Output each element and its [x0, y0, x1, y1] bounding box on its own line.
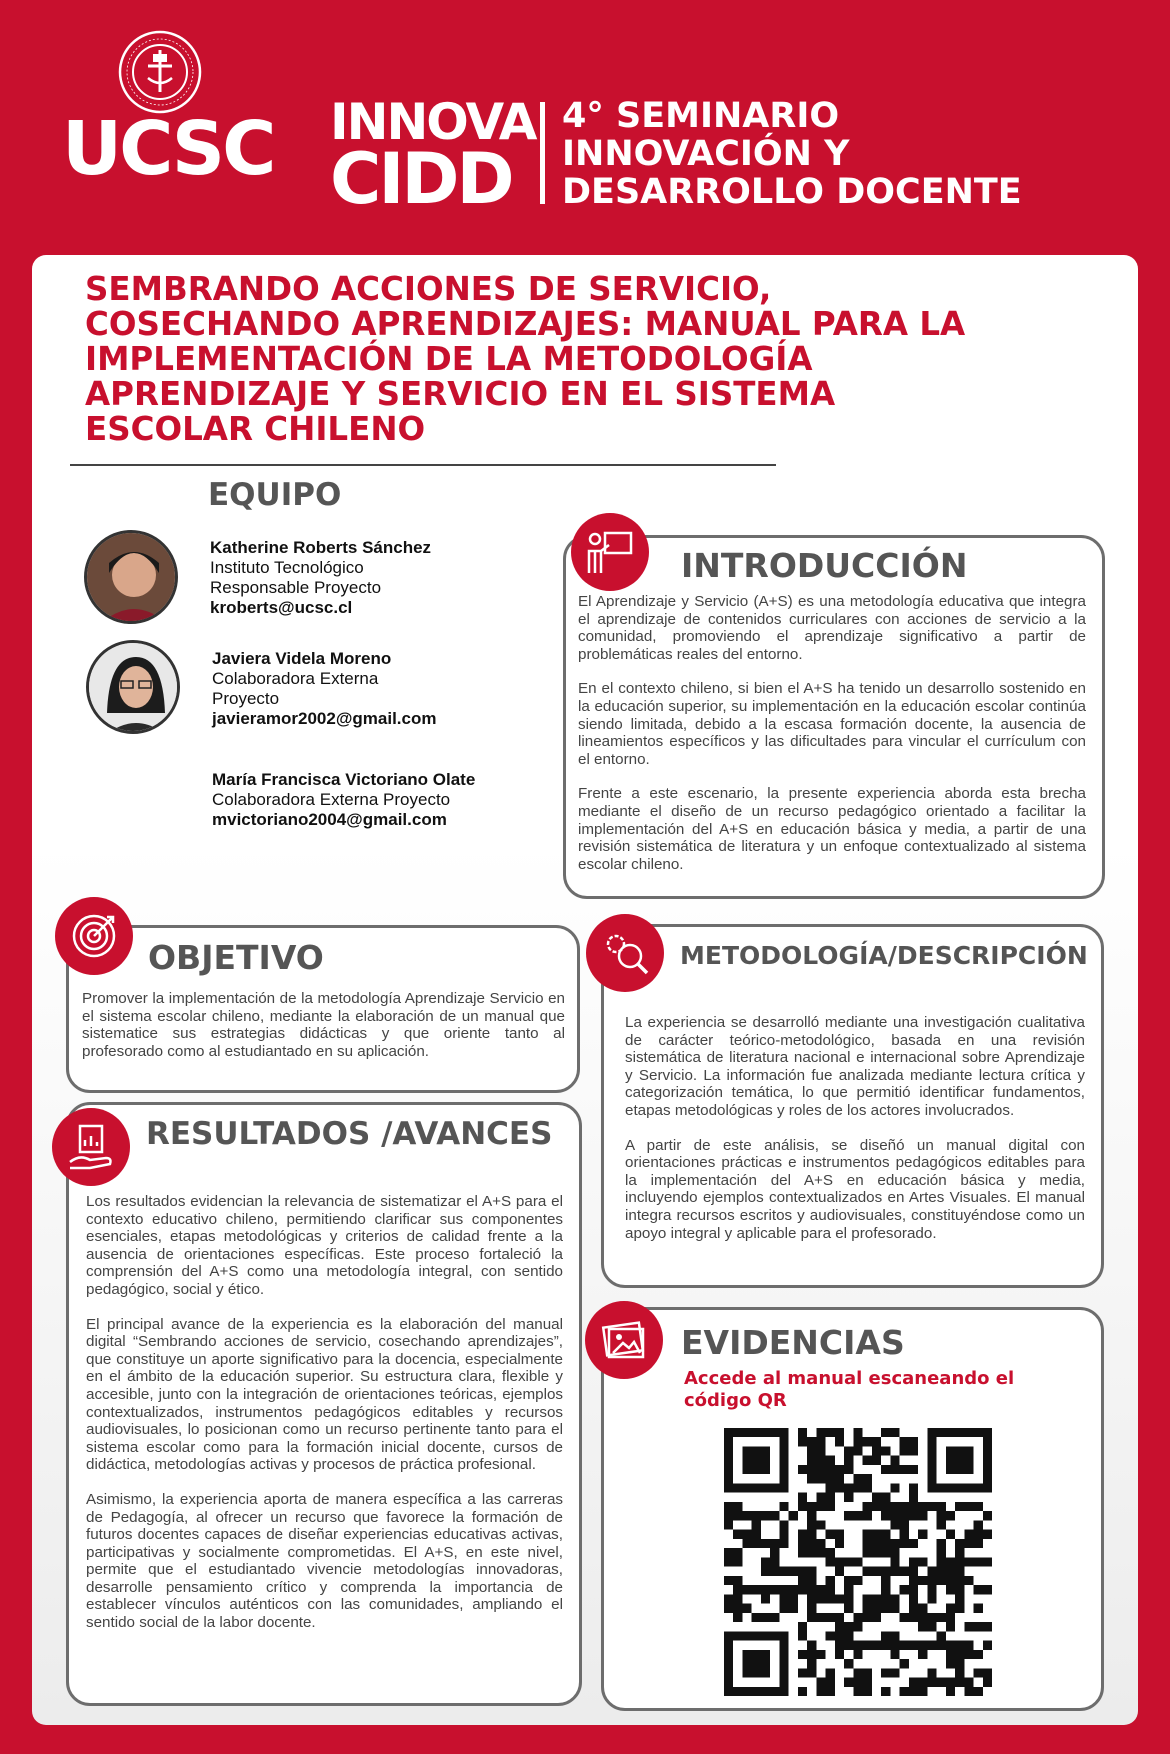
member-affiliation: Instituto Tecnológico	[210, 558, 364, 577]
member-role: Responsable Proyecto	[210, 578, 382, 597]
objective-icon-circle	[55, 897, 133, 975]
intro-paragraph-2: En el contexto chileno, si bien el A+S ha tenido un desarrollo sostenido en la educación superior, su implementación en la educación escolar continúa siendo limitada, debido a la escasa formación docente, la ausencia de lineamientos específicos y las dificultades para vincular el currículum con el entorno.	[578, 680, 1086, 768]
avatar-katherine	[84, 530, 178, 624]
method-paragraph-1: La experiencia se desarrolló mediante una investigación cualitativa de carácter teórico-metodológico, basada en una revisión sistemática de literatura nacional e internacional sobre Aprendizaje y Servicio. La información fue analizada mediante lectura crítica y categorización temática, lo que permitió identificar fundamentos, etapas metodológicas y roles de los actores involucrados.	[625, 1014, 1085, 1119]
evidence-heading: EVIDENCIAS	[681, 1323, 905, 1362]
seminar-line-3: DESARROLLO DOCENTE	[562, 171, 1022, 212]
method-icon-circle	[586, 914, 664, 992]
innova-cidd-logo	[330, 93, 536, 220]
poster-title	[85, 272, 1125, 447]
member-affiliation: Colaboradora Externa Proyecto	[212, 790, 451, 809]
seminar-line-1: 4° SEMINARIO	[562, 96, 840, 136]
photo-gallery-icon	[599, 1315, 649, 1365]
title-line-5: ESCOLAR CHILENO	[85, 410, 426, 449]
university-seal-icon	[118, 30, 202, 114]
results-paragraph-3: Asimismo, la experiencia aporta de manera específica a las carreras de Pedagogía, al ofrecer un recurso que favorece la formación de futuros docentes capaces de diseñar experiencias educativas activas, participativas y socialmente comprometidas. El A+S, en este nivel, permite que el estudiantado vivencie metodologías innovadoras, desarrolle pensamiento crítico y comprenda la importancia de establecer vínculos auténticos con las comunidades, ampliando el sentido social de la labor docente.	[86, 1490, 563, 1632]
member-name: Katherine Roberts Sánchez	[210, 538, 432, 557]
objective-paragraph: Promover la implementación de la metodología Aprendizaje Servicio en el sistema escolar chileno, mediante la elaboración de un manual que sistematice sus estrategias didácticas y que oriente tanto al profesorado como al estudiantado en su aplicación.	[82, 990, 565, 1060]
poster-header	[0, 0, 1170, 255]
teacher-board-icon	[585, 527, 635, 577]
team-heading: EQUIPO	[208, 477, 342, 513]
intro-heading: INTRODUCCIÓN	[681, 546, 968, 585]
method-text	[625, 1014, 1085, 1242]
member-affiliation: Colaboradora Externa	[212, 669, 379, 688]
header-divider	[540, 102, 545, 204]
ucsc-logo: UCSC	[62, 106, 274, 192]
member-email[interactable]: kroberts@ucsc.cl	[210, 598, 353, 617]
innova-text: INNOVA	[330, 93, 536, 151]
results-paragraph-2: El principal avance de la experiencia es la elaboración del manual digital “Sembrando acciones de servicio, cosechando aprendizajes”, que constituye un aporte significativo para la docencia, especialmente en el ámbito de la educación superior. Su estructura clara, flexible y accesible, junto con la integración de orientaciones teóricas, ejemplos contextualizados, instrumentos pedagógicos editables y recursos audiovisuales, lo posicionan como un recurso pertinente tanto para el sistema escolar como para la formación inicial docente, cursos de didáctica, metodologías activas y procesos de práctica profesional.	[86, 1315, 563, 1474]
title-line-2: COSECHANDO APRENDIZAJES: MANUAL PARA LA	[85, 305, 966, 344]
method-paragraph-2: A partir de este análisis, se diseñó un manual digital con orientaciones prácticas e instrumentos pedagógicos editables para la implementación del A+S en educación básica y media, incluyendo ejemplos contextualizados en Artes Visuales. El manual integra recursos escritos y audiovisuales, constituyéndose como un apoyo integral y aplicable para el profesorado.	[625, 1136, 1085, 1242]
cidd-text: CIDD	[330, 138, 512, 220]
evidence-icon-circle	[585, 1301, 663, 1379]
seminar-title	[562, 98, 1022, 211]
intro-paragraph-1: El Aprendizaje y Servicio (A+S) es una metodología educativa que integra el aprendizaje de contenidos curriculares con acciones de servicio a la comunidad, promoviendo el aprendizaje significativo a partir de problemáticas reales del entorno.	[578, 593, 1086, 663]
objective-text	[82, 990, 565, 1060]
results-paragraph-1: Los resultados evidencian la relevancia de sistematizar el A+S para el contexto educativo chileno, permitiendo clarificar sus componentes esenciales, etapas metodológicas y criterios de calidad frente a la ausencia de orientaciones específicas. Este proceso fortaleció la comprensión del A+S como una metodología integral, con sentido pedagógico, social y ético.	[86, 1193, 563, 1298]
gear-search-icon	[600, 928, 650, 978]
evidence-caption: Accede al manual escaneando el código QR	[684, 1368, 1015, 1411]
member-maria	[212, 770, 475, 830]
report-hand-icon	[66, 1122, 116, 1172]
title-line-3: IMPLEMENTACIÓN DE LA METODOLOGÍA	[85, 340, 813, 379]
member-javiera	[212, 649, 436, 729]
avatar-javiera	[86, 640, 180, 734]
member-email[interactable]: mvictoriano2004@gmail.com	[212, 810, 447, 829]
member-role: Proyecto	[212, 689, 280, 708]
member-katherine	[210, 538, 431, 618]
seminar-line-2: INNOVACIÓN Y	[562, 133, 850, 174]
title-line-1: SEMBRANDO ACCIONES DE SERVICIO,	[85, 270, 772, 308]
intro-paragraph-3: Frente a este escenario, la presente experiencia aborda esta brecha mediante el diseño de un recurso pedagógico orientado a facilitar la implementación del A+S en educación básica y media, a partir de una revisión sistemática de literatura y un enfoque contextualizado al sistema escolar chileno.	[578, 785, 1086, 873]
results-text	[86, 1193, 563, 1632]
target-icon	[69, 911, 119, 961]
member-name: Javiera Videla Moreno	[212, 649, 392, 668]
objective-heading: OBJETIVO	[148, 938, 324, 977]
title-line-4: APRENDIZAJE Y SERVICIO EN EL SISTEMA	[85, 375, 836, 414]
intro-text	[578, 593, 1086, 873]
results-heading: RESULTADOS /AVANCES	[146, 1116, 553, 1152]
title-divider	[70, 464, 776, 466]
qr-code-icon[interactable]	[724, 1428, 992, 1696]
method-heading: METODOLOGÍA/DESCRIPCIÓN	[680, 941, 1088, 970]
member-email[interactable]: javieramor2002@gmail.com	[212, 709, 437, 728]
member-name: María Francisca Victoriano Olate	[212, 770, 476, 789]
intro-icon-circle	[571, 513, 649, 591]
results-icon-circle	[52, 1108, 130, 1186]
